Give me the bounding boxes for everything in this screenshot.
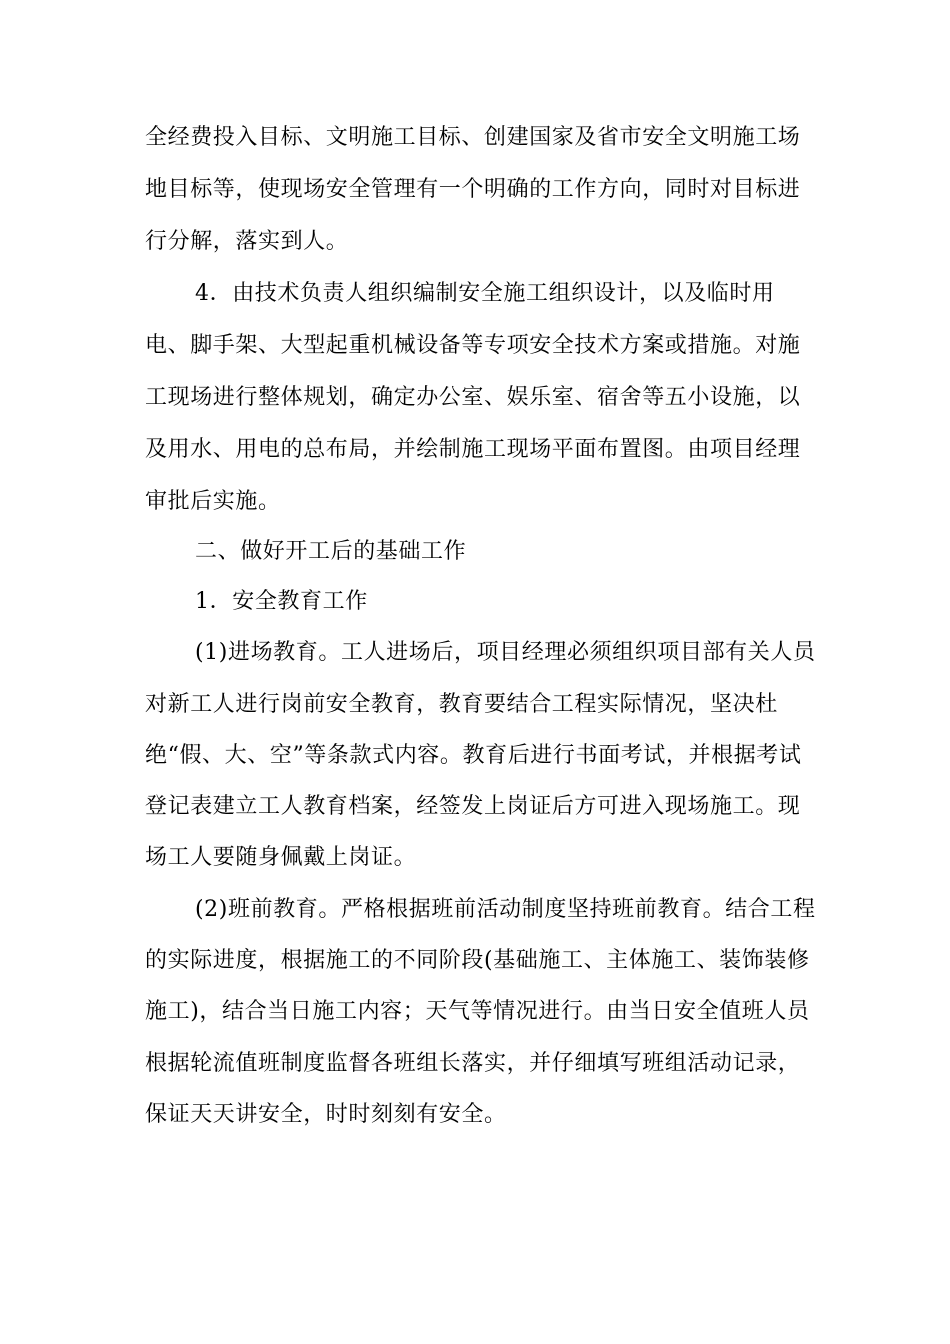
subsection-heading: 1．安全教育工作 — [195, 589, 368, 614]
text-line: 全经费投入目标、文明施工目标、创建国家及省市安全文明施工场 — [145, 125, 801, 150]
section-heading: 二、做好开工后的基础工作 — [195, 539, 467, 564]
text-line: 的实际进度，根据施工的不同阶段(基础施工、主体施工、装饰装修 — [145, 948, 810, 973]
text-line: 工现场进行整体规划，确定办公室、娱乐室、宿舍等五小设施，以 — [145, 385, 801, 410]
text-line: 4．由技术负责人组织编制安全施工组织设计，以及临时用 — [195, 281, 775, 306]
text-line: 及用水、用电的总布局，并绘制施工现场平面布置图。由项目经理 — [145, 437, 801, 462]
text-line: 根据轮流值班制度监督各班组长落实，并仔细填写班组活动记录， — [145, 1051, 801, 1076]
text-line: (1)进场教育。工人进场后，项目经理必须组织项目部有关人员 — [195, 640, 816, 665]
text-line: 登记表建立工人教育档案，经签发上岗证后方可进入现场施工。现 — [145, 794, 801, 819]
text-line: 场工人要随身佩戴上岗证。 — [145, 845, 417, 870]
text-line: 施工)，结合当日施工内容；天气等情况进行。由当日安全值班人员 — [145, 999, 810, 1024]
text-line: (2)班前教育。严格根据班前活动制度坚持班前教育。结合工程 — [195, 897, 816, 922]
text-line: 电、脚手架、大型起重机械设备等专项安全技术方案或措施。对施 — [145, 333, 801, 358]
text-line: 绝“假、大、空”等条款式内容。教育后进行书面考试，并根据考试 — [145, 743, 802, 768]
text-line: 保证天天讲安全，时时刻刻有安全。 — [145, 1102, 507, 1127]
text-line: 审批后实施。 — [145, 489, 281, 514]
text-line: 地目标等，使现场安全管理有一个明确的工作方向，同时对目标进 — [145, 177, 801, 202]
text-line: 行分解，落实到人。 — [145, 229, 349, 254]
text-line: 对新工人进行岗前安全教育，教育要结合工程实际情况，坚决杜 — [145, 692, 778, 717]
